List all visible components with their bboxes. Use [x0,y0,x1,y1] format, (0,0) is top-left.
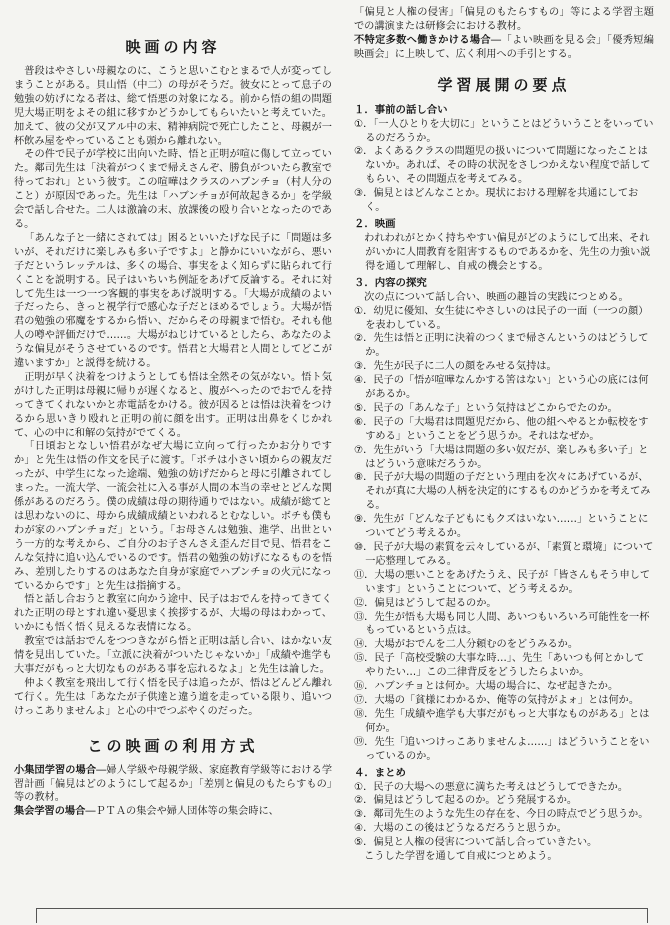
usage-item [14,805,332,819]
section-heading-learning: 学習展開の要点 [437,75,571,94]
section-heading-content: 映画の内容 [125,38,221,56]
usage-label: 小集団学習の場合 [14,764,97,776]
list-item: ⑭．大場がおでんを二人分頼むのをどうみるか。 [354,639,579,651]
subsection-title: １．事前の話し合い [354,103,448,116]
list-item: ①．民子の大場への悪意に満ちた考えはどうしてできたか。 [354,781,629,793]
list-item: ⑲．先生「追いつけっこありませんよ……」はどういうことをいっているのか。 [354,736,650,762]
usage-unspecified [354,34,654,62]
list-item: ①．「一人ひとりを大切に」ということはどういうことをいっているのだろうか。 [354,118,654,144]
list-item: ⑬．先生が悟も大場も同じ人間、あいつもいろいろ可能性を一杯もっているという点は。 [354,611,650,637]
content-paragraph: 「あんな子と一緒にされては」困るといいたげな民子に「問題は多いが、それだけに楽しみも多い子ですよ」と静かにいいながら、悪い子だというレッテルは、多くの場合、事実をよく知らずに貼られて行くことを説明する。民子はいちいち例証をあげて反論する。それに対して先生は一つ一つ客観的事実をあげ説明する。「大場が成績のよい子だったら、きっと視学行で感心な子だとほめるでしょう。大場が悟君の勉強の邪魔をするから悟い、だからその母親まで悟む。それも他人の噂や評価だけで……。大場がねじけているとしたら、あなたのような偏見がそうさせているのです。悟君と大場君と人間としてどこが違いますか」と説得を続ける。 [14,232,332,370]
bottom-frame-line [36,908,648,923]
list-item: ⑨．先生が「どんな子どもにもクズはいない……」ということについてどう考えるか。 [354,514,649,540]
content-paragraphs [14,65,332,719]
usage-unspecified-label: 不特定多数へ働きかける場合 [354,34,491,46]
usage-continued: 「偏見と人権の侵害」「偏見のもたらすもの」等による学習主題での講演または研修会における教材。 [354,7,654,32]
list-item: ②．よくあるクラスの問題児の扱いについて問題になったことはないか。あれば、その時の状況をさしつかえない程度で話してもらい、その問題点を考えてみる。 [354,146,651,186]
list-item: ③．先生が民子に二人の顔をみせる気持は。 [354,361,557,373]
list-item: ⑫．偏見はどうして起るのか。 [354,597,497,609]
list-item: ②．偏見はどうして起るのか。どう発展するか。 [354,795,578,807]
learning-sections [354,103,654,864]
usage-label: 集会学習の場合 [14,806,86,818]
list-item: ⑧．民子が大場の問題の子だという理由を次々にあげているが、それが真に大場の人柄を決定的にするものかどうかを考えてみる。 [354,472,651,512]
list-item: ⑪．大場の悪いことをあげたうえ、民子が「皆さんもそう申しています」ということについて、どう考えるか。 [354,569,651,595]
usage-list [14,764,332,820]
list-item: ④．民子の「悟が喧嘩なんかする筈はない」という心の底には何があるか。 [354,375,649,401]
usage-text: ―婦人学級や母親学級、家庭教育学級等における学習計画「偏見はどのようにして起るか」「差別と偏見のもたらすもの」等の教材。 [14,764,333,804]
usage-item [14,764,332,806]
subsection-list [354,118,654,215]
list-item: ⑰．大場の「貧様にわかるか、俺等の気持がよォ」とは何か。 [354,694,640,706]
subsection-title: ３．内容の探究 [354,276,427,289]
list-item: われわれがとかく持ちやすい偏見がどのようにして出来、それがいかに人間教育を阻害するものであるかを、先生の力強い説得を通して理解し、自戒の機会とする。 [354,232,651,272]
subsection-list [354,291,654,764]
content-paragraph: 正明が早く決着をつけようとしても悟は全然その気がない。悟ト気がけした正明は母親に帰りが遅くなると、腹がへったのでおでんを持ってきてくれないかと赤電話をかける。彼が因るとは悟は決着をつけるから思いきり殴れと正明の前に顔を出す。正明は出鼻をくじかれて、心の中に和解の気持がでてくる。 [14,371,332,439]
list-item: ③．鄰司先生のような先生の存在を、今日の時点でどう思うか。 [354,809,649,821]
content-paragraph: 普段はやさしい母親なのに、こうと思いこむとまるで人が変ってしまうことがある。貝山悟（中二）の母がそうだ。彼女にとって息子の勉強の妨げになる者は、総て悟悪の対象になる。前から悟の組の問題児大場正明をよその組に移すかどうかしてもらいたいと考えていた。加えて、彼の父が又アル中の末、精神病院で死亡したこと、母親が一杯飲み屋をやっていることも頭から離れない。 [14,66,332,147]
list-item: ③．偏見とはどんなことか。現状における理解を共通にしておく。 [354,188,639,214]
list-item: ②．先生は悟と正明に決着のつくまで帰さんというのはどうしてか。 [354,333,649,359]
list-item: ⑥．民子の「大場君は問題児だから、他の組へやるとか転校をすすめる」ということをどう思うか。それはなぜか。 [354,416,649,442]
subsection-title: ４．まとめ [354,766,406,779]
list-item: ⑩．民子が大場の素質を云々しているが、「素質と環境」について一応整理してみる。 [354,542,654,567]
list-item: ⑤．民子の「あんな子」という気持はどこからでたのか。 [354,402,618,414]
content-paragraph: 教室では話おでんをつつきながら悟と正明は話し合い、はかない友情を見出していた。「立派に決着がついたじゃないか」「成績や進学も大事だがもっと大切なものがある事を忘れるなよ」と先生は論した。 [14,636,332,675]
left-column [14,6,332,819]
usage-unspecified-text: ―「よい映画を見る会」「優秀短編映画会」に上映して、広く利用への手引とする。 [354,34,654,60]
list-item: ①．幼児に優知、女生徒にやさしいのは民子の一面（一つの顔）を表わしている。 [354,305,649,331]
content-paragraph: 悟と話し合おうと教室に向かう途中、民子はおでんを持ってきてくれた正明の母とすれ違い憂思まく挨拶するが、大場の母はわかって、いかにも悟く悟く見えるな表情になる。 [14,594,332,634]
subsection-list [354,232,654,274]
section-heading-usage: この映画の利用方式 [87,736,259,755]
list-item: 次の点について話し合い、映画の趣旨の実践につとめる。 [354,291,629,303]
subsection-title: ２．映画 [354,217,396,230]
list-item: ⑤．偏見と人権の侵害について話し合っていきたい。 [354,837,598,849]
list-item: ⑦．先生がいう「大場は問題の多い奴だが、楽しみも多い子」とはどういう意味だろうか。 [354,444,649,470]
list-item: ⑮．民子「高校受験の大事な時…」、先生「あいつも何とかしてやりたい…」この二律背反をどうしたらよいか。 [354,653,645,679]
list-item: こうした学習を通して自戒につとめよう。 [354,851,558,863]
content-paragraph: その件で民子が学校に出向いた時、悟と正明が喧に傷して立っていた。鄰司先生は「決着がつくまで帰えさんぞ、勝負がついたら教室で待っておれ」という彼す。この喧嘩はクラスのハブンチョ（村人分のこと）が原因であった。先生は「ハブンチョが何故起きるか」を学級会で話し合せた。二人は激論の末、放課後の殴り合いとなったのである。 [14,149,332,230]
content-paragraph: 仲よく教室を飛出して行く悟を民子は追ったが、悟はどんどん離れて行く。先生は「あなたが子供達と違う道を走っている限り、追いつけっこありませんよ」と心の中でつぶやくのだった。 [14,677,332,717]
list-item: ④．大場のこの後はどうなるだろうと思うか。 [354,823,567,835]
usage-text: ―ＰＴＡの集会や婦人団体等の集会時に、 [85,806,279,818]
subsection-list [354,781,654,864]
list-item: ⑯．ハブンチョとは何か。大場の場合に、なぜ起きたか。 [354,681,619,693]
content-paragraph: 「日頃おとなしい悟君がなぜ大場に立向って行ったかお分りですか」と先生は悟の作文を民子に渡す。「ボチは小さい頃からの親友だったが、中学生になった途端、勉強の妨げだからと母に引離されてしまった。一流大学、一流会社に入る事が人間の本当の幸せとどんな関係があるのだろう。僕の成績は母の期待通りではない。成績が総てとは思わないのに、母から成績成績といわれるとむなしい。ボチも僕もわが家のハブンチョだ」という。「お母さんは勉強、進学、出世という一方的な考えから、ご自分のお子さんさえ歪んだ目で見、悟君をこんな気持に追い込んでいるのです。悟君の勉強の妨げになるものを悟み、差別したりするのはあなた自身が家庭でハブンチョの火元になっているからです」と先生は指摘する。 [14,441,332,592]
right-column [354,6,654,864]
list-item: ⑱．先生「成績や進学も大事だがもっと大事なものがある」とは何か。 [354,708,650,734]
